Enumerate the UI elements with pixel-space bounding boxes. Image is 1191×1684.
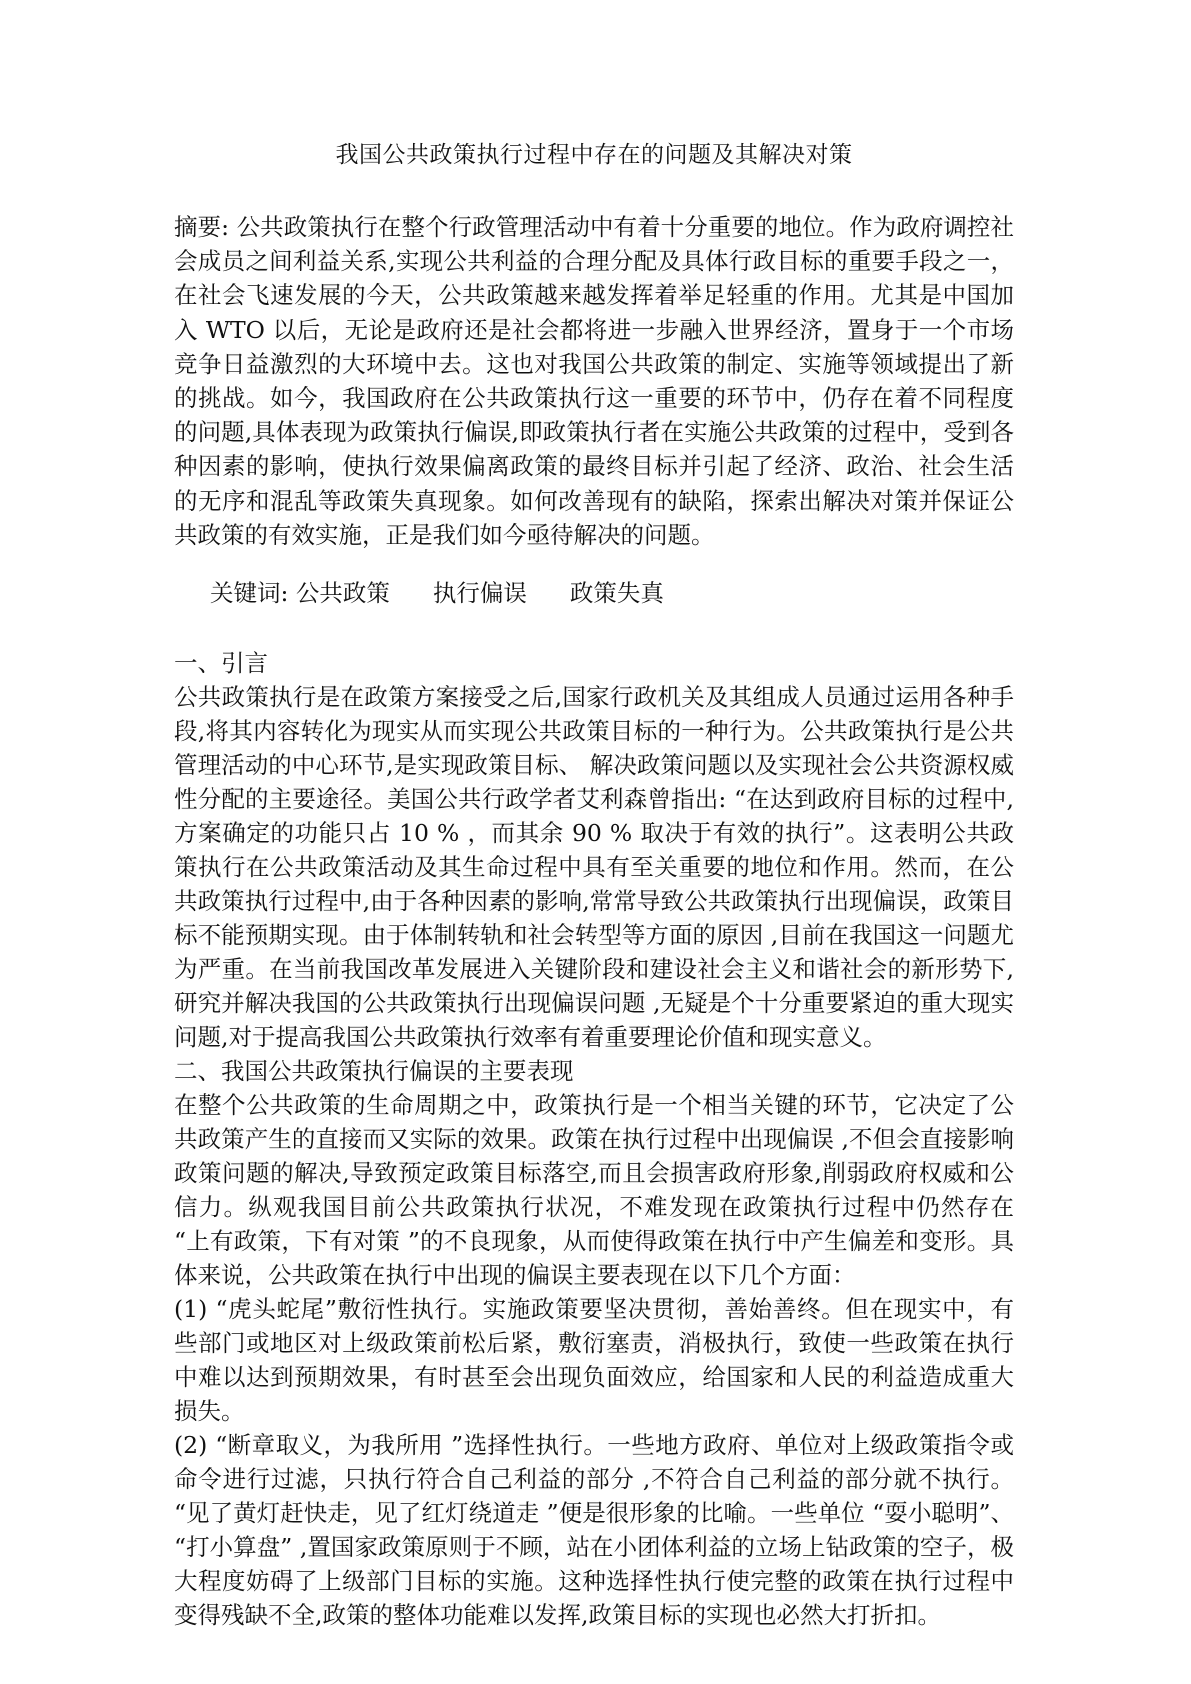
keyword-item: 政策失真	[569, 578, 664, 607]
document-page	[174, 0, 1014, 1632]
list-item-perfunctory-execution: (1) “虎头蛇尾”敷衍性执行。实施政策要坚决贯彻，善始善终。但在现实中，有些部门或地区对上级政策前松后紧，敷衍塞责，消极执行，致使一些政策在执行中难以达到预期效果，有时甚至会出现负面效应，给国家和人民的利益造成重大损失。	[174, 1294, 1014, 1425]
document-title: 我国公共政策执行过程中存在的问题及其解决对策	[335, 142, 853, 168]
intro-paragraph: 公共政策执行是在政策方案接受之后,国家行政机关及其组成人员通过运用各种手段,将其内容转化为现实从而实现公共政策目标的一种行为。公共政策执行是公共管理活动的中心环节,是实现政策目标、 解决政策问题以及实现社会公共资源权威性分配的主要途径。美国公共行政学者艾利森曾指出: “在达到政府目标的过程中,方案确定的功能只占 10 % ，而其余 90 % 取决于有效的执行”。这表明公共政策执行在公共政策活动及其生命过程中具有至关重要的地位和作用。然而，在公共政策执行过程中,由于各种因素的影响,常常导致公共政策执行出现偏误，政策目标不能预期实现。由于体制转轨和社会转型等方面的原因 ,目前在我国这一问题尤为严重。在当前我国改革发展进入关键阶段和建设社会主义和谐社会的新形势下,研究并解决我国的公共政策执行出现偏误问题 ,无疑是个十分重要紧迫的重大现实问题,对于提高我国公共政策执行效率有着重要理论价值和现实意义。	[174, 682, 1014, 1051]
keywords-line	[174, 576, 1014, 610]
keywords-label: 关键词: 公共政策	[210, 578, 390, 607]
keyword-item: 执行偏误	[432, 578, 527, 607]
section-heading-intro: 一、引言	[174, 648, 268, 677]
section-heading-deviations: 二、我国公共政策执行偏误的主要表现	[174, 1056, 574, 1085]
abstract-paragraph: 摘要: 公共政策执行在整个行政管理活动中有着十分重要的地位。作为政府调控社会成员之间利益关系,实现公共利益的合理分配及具体行政目标的重要手段之一，在社会飞速发展的今天，公共政策越来越发挥着举足轻重的作用。尤其是中国加入 WTO 以后，无论是政府还是社会都将进一步融入世界经济，置身于一个市场竞争日益激烈的大环境中去。这也对我国公共政策的制定、实施等领域提出了新的挑战。如今，我国政府在公共政策执行这一重要的环节中，仍存在着不同程度的问题,具体表现为政策执行偏误,即政策执行者在实施公共政策的过程中，受到各种因素的影响，使执行效果偏离政策的最终目标并引起了经济、政治、社会生活的无序和混乱等政策失真现象。如何改善现有的缺陷，探索出解决对策并保证公共政策的有效实施，正是我们如今亟待解决的问题。	[174, 213, 1014, 549]
list-item-selective-execution: (2) “断章取义，为我所用 ”选择性执行。一些地方政府、单位对上级政策指令或命令进行过滤，只执行符合自己利益的部分 ,不符合自己利益的部分就不执行。 “见了黄灯赶快走，见了红灯绕道走 ”便是很形象的比喻。一些单位 “耍小聪明”、 “打小算盘” ,置国家政策原则于不顾，站在小团体利益的立场上钻政策的空子，极大程度妨碍了上级部门目标的实施。这种选择性执行使完整的政策在执行过程中变得残缺不全,政策的整体功能难以发挥,政策目标的实现也必然大打折扣。	[174, 1430, 1014, 1629]
deviations-paragraph: 在整个公共政策的生命周期之中，政策执行是一个相当关键的环节，它决定了公共政策产生的直接而又实际的效果。政策在执行过程中出现偏误 ,不但会直接影响政策问题的解决,导致预定政策目标落空,而且会损害政府形象,削弱政府权威和公信力。纵观我国目前公共政策执行状况，不难发现在政策执行过程中仍然存在 “上有政策，下有对策 ”的不良现象，从而使得政策在执行中产生偏差和变形。具体来说，公共政策在执行中出现的偏误主要表现在以下几个方面：	[174, 1090, 1014, 1289]
